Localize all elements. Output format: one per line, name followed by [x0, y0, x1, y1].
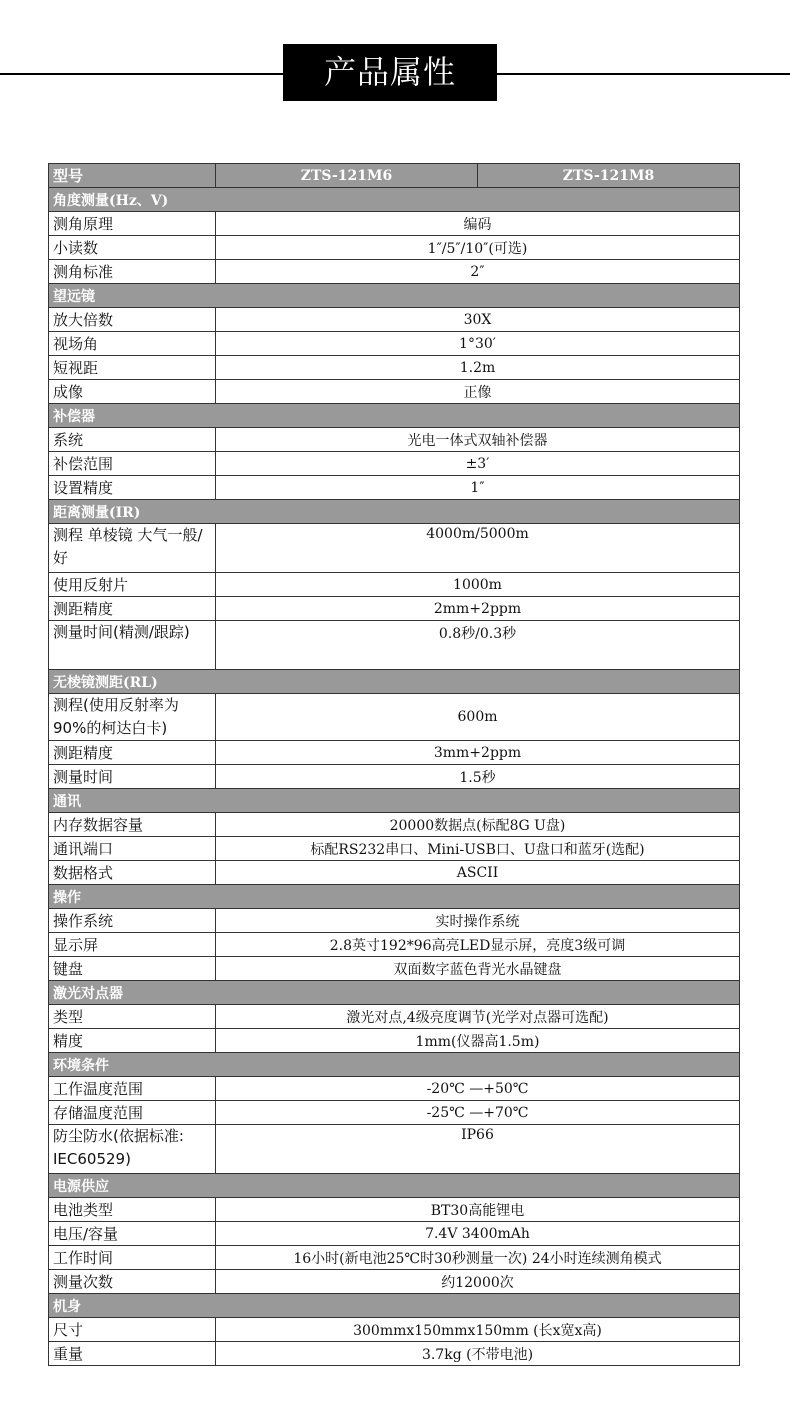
row-label: 键盘: [49, 957, 216, 981]
table-row: [49, 452, 740, 476]
row-label: 测量次数: [49, 1270, 216, 1294]
row-value: 编码: [216, 212, 740, 236]
row-value: 16小时(新电池25℃时30秒测量一次) 24小时连续测角模式: [216, 1246, 740, 1270]
row-label: 存储温度范围: [49, 1101, 216, 1125]
row-label: 测距精度: [49, 597, 216, 621]
row-value: 2mm+2ppm: [216, 597, 740, 621]
row-value: -25℃ —+70℃: [216, 1101, 740, 1125]
row-label: 类型: [49, 1005, 216, 1029]
table-row: [49, 1077, 740, 1101]
row-value: 1″: [216, 476, 740, 500]
row-label: 视场角: [49, 332, 216, 356]
table-row: [49, 694, 740, 741]
row-label: 电池类型: [49, 1198, 216, 1222]
row-label: 尺寸: [49, 1318, 216, 1342]
title-rule-left: [0, 73, 283, 75]
row-label: 测角标准: [49, 260, 216, 284]
section-header: [49, 188, 740, 212]
row-value: 1.5秒: [216, 765, 740, 789]
model-a: ZTS-121M6: [216, 164, 478, 188]
row-label: 成像: [49, 380, 216, 404]
table-row: [49, 573, 740, 597]
table-row: [49, 428, 740, 452]
table-row: [49, 260, 740, 284]
row-value: 3mm+2ppm: [216, 741, 740, 765]
section-title: 补偿器: [49, 404, 740, 428]
row-value: ASCII: [216, 861, 740, 885]
table-row: [49, 621, 740, 670]
row-label: 测角原理: [49, 212, 216, 236]
row-value: 3.7kg (不带电池): [216, 1342, 740, 1366]
section-header: [49, 885, 740, 909]
row-label: 防尘防水(依据标准: IEC60529): [49, 1125, 216, 1174]
table-row: [49, 957, 740, 981]
table-row: [49, 1246, 740, 1270]
table-row: [49, 813, 740, 837]
table-row: [49, 1005, 740, 1029]
section-title: 操作: [49, 885, 740, 909]
table-row: [49, 1029, 740, 1053]
row-label: 设置精度: [49, 476, 216, 500]
table-row: [49, 1342, 740, 1366]
row-value: 30X: [216, 308, 740, 332]
row-value: 实时操作系统: [216, 909, 740, 933]
table-row: [49, 524, 740, 573]
section-title: 望远镜: [49, 284, 740, 308]
row-value: 1°30′: [216, 332, 740, 356]
row-value: 300mmx150mmx150mm (长x宽x高): [216, 1318, 740, 1342]
row-label: 测量时间(精测/跟踪): [49, 621, 216, 670]
row-label: 数据格式: [49, 861, 216, 885]
table-row: [49, 861, 740, 885]
section-title: 距离测量(IR): [49, 500, 740, 524]
spec-table: [48, 163, 740, 1366]
row-label: 小读数: [49, 236, 216, 260]
table-row: [49, 1125, 740, 1174]
header-row: [49, 164, 740, 188]
table-row: [49, 308, 740, 332]
row-label: 系统: [49, 428, 216, 452]
title-rule-right: [497, 73, 790, 75]
section-title: 环境条件: [49, 1053, 740, 1077]
header-label: 型号: [49, 164, 216, 188]
row-label: 精度: [49, 1029, 216, 1053]
section-header: [49, 500, 740, 524]
table-row: [49, 1318, 740, 1342]
section-title: 电源供应: [49, 1174, 740, 1198]
row-value: 600m: [216, 694, 740, 741]
row-label: 工作温度范围: [49, 1077, 216, 1101]
row-label: 显示屏: [49, 933, 216, 957]
row-label: 电压/容量: [49, 1222, 216, 1246]
row-label: 通讯端口: [49, 837, 216, 861]
row-value: 4000m/5000m: [216, 524, 740, 573]
section-header: [49, 1294, 740, 1318]
section-title: 无棱镜测距(RL): [49, 670, 740, 694]
row-value: 1.2m: [216, 356, 740, 380]
row-value: IP66: [216, 1125, 740, 1174]
row-label: 操作系统: [49, 909, 216, 933]
section-header: [49, 404, 740, 428]
row-value: ±3′: [216, 452, 740, 476]
table-row: [49, 1101, 740, 1125]
section-header: [49, 789, 740, 813]
row-value: 标配RS232串口、Mini-USB口、U盘口和蓝牙(选配): [216, 837, 740, 861]
table-row: [49, 356, 740, 380]
row-label: 测距精度: [49, 741, 216, 765]
table-row: [49, 597, 740, 621]
model-b: ZTS-121M8: [478, 164, 740, 188]
row-value: 光电一体式双轴补偿器: [216, 428, 740, 452]
page-title: 产品属性: [283, 44, 497, 101]
table-row: [49, 933, 740, 957]
table-row: [49, 380, 740, 404]
table-row: [49, 741, 740, 765]
table-row: [49, 1198, 740, 1222]
section-header: [49, 981, 740, 1005]
section-title: 激光对点器: [49, 981, 740, 1005]
table-row: [49, 1270, 740, 1294]
row-value: BT30高能锂电: [216, 1198, 740, 1222]
row-value: 约12000次: [216, 1270, 740, 1294]
row-label: 工作时间: [49, 1246, 216, 1270]
table-row: [49, 837, 740, 861]
row-value: 2″: [216, 260, 740, 284]
table-row: [49, 236, 740, 260]
table-row: [49, 765, 740, 789]
row-value: 0.8秒/0.3秒: [216, 621, 740, 670]
section-title: 角度测量(Hz、V): [49, 188, 740, 212]
row-value: 双面数字蓝色背光水晶键盘: [216, 957, 740, 981]
table-row: [49, 332, 740, 356]
table-row: [49, 212, 740, 236]
row-value: 1000m: [216, 573, 740, 597]
section-title: 通讯: [49, 789, 740, 813]
row-label: 使用反射片: [49, 573, 216, 597]
row-label: 补偿范围: [49, 452, 216, 476]
section-header: [49, 284, 740, 308]
row-label: 放大倍数: [49, 308, 216, 332]
section-header: [49, 670, 740, 694]
section-header: [49, 1174, 740, 1198]
row-value: 1″/5″/10″(可选): [216, 236, 740, 260]
table-row: [49, 1222, 740, 1246]
table-row: [49, 909, 740, 933]
row-label: 测程(使用反射率为90%的柯达白卡): [49, 694, 216, 741]
row-value: 激光对点,4级亮度调节(光学对点器可选配): [216, 1005, 740, 1029]
row-label: 测程 单棱镜 大气一般/好: [49, 524, 216, 573]
row-label: 短视距: [49, 356, 216, 380]
row-value: 20000数据点(标配8G U盘): [216, 813, 740, 837]
row-label: 测量时间: [49, 765, 216, 789]
row-value: 2.8英寸192*96高亮LED显示屏，亮度3级可调: [216, 933, 740, 957]
row-value: -20℃ —+50℃: [216, 1077, 740, 1101]
row-value: 7.4V 3400mAh: [216, 1222, 740, 1246]
section-header: [49, 1053, 740, 1077]
row-label: 重量: [49, 1342, 216, 1366]
row-value: 1mm(仪器高1.5m): [216, 1029, 740, 1053]
row-label: 内存数据容量: [49, 813, 216, 837]
row-value: 正像: [216, 380, 740, 404]
table-row: [49, 476, 740, 500]
section-title: 机身: [49, 1294, 740, 1318]
